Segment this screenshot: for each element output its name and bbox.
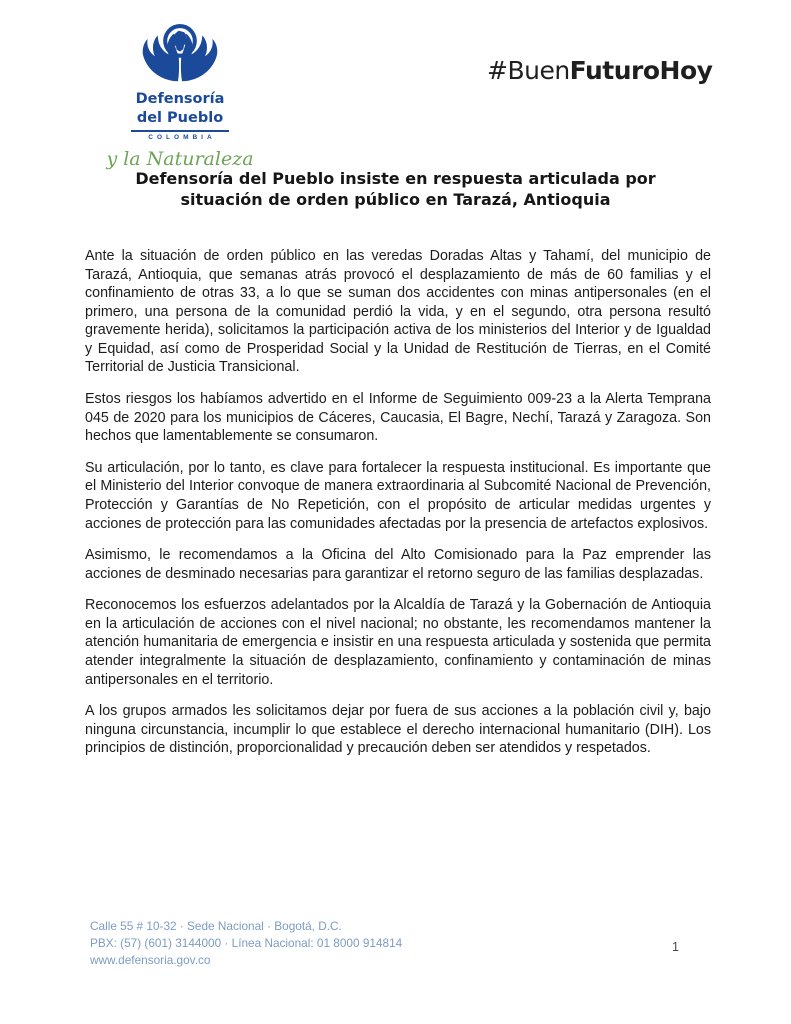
footer (90, 918, 402, 969)
page-number: 1 (672, 940, 679, 954)
footer-website-link[interactable]: www.defensoria.gov.co (90, 953, 211, 968)
body-paragraph: Asimismo, le recomendamos a la Oficina del Alto Comisionado para la Paz emprender las acciones de desminado necesarias para garantizar el retorno seguro de las familias desplazadas. (85, 547, 711, 582)
footer-address: Calle 55 # 10-32 · Sede Nacional · Bogotá, D.C. (90, 919, 342, 933)
campaign-hashtag (487, 56, 712, 85)
hashtag-prefix: #Buen (487, 56, 570, 85)
body-paragraph: A los grupos armados les solicitamos dejar por fuera de sus acciones a la población civil y, bajo ninguna circunstancia, incumplir lo que establece el derecho internacional humanitario (DIH). Los principios de distinción, proporcionalidad y precaución deben ser atendidos y respetados. (85, 703, 711, 757)
body-paragraph: Ante la situación de orden público en las veredas Doradas Altas y Tahamí, del municipio de Tarazá, Antioquia, que semanas atrás provocó el desplazamiento de más de 60 familias y el confinamiento de otras 33, a lo que se suman dos accidentes con minas antipersonales (en el primero, una persona de la comunidad perdió la vida, y en el segundo, otra persona resultó gravemente herida), solicitamos la participación activa de los ministerios del Interior y de Igualdad y Equidad, así como de Prosperidad Social y la Unidad de Restitución de Tierras, en el Comité Territorial de Justicia Transicional. (85, 248, 711, 376)
document-body (85, 247, 711, 771)
defensoria-emblem-icon (100, 22, 260, 89)
body-paragraph: Reconocemos los esfuerzos adelantados por la Alcaldía de Tarazá y la Gobernación de Antioquia en la articulación de acciones con el nivel nacional; no obstante, les recomendamos mantener la atención humanitaria de emergencia e insistir en una respuesta articulada y sostenida que permita atender integralmente la situación de desplazamiento, confinamiento y contaminación de minas antipersonales en el territorio. (85, 597, 711, 688)
logo-name-line2: del Pueblo (136, 109, 224, 126)
body-paragraph: Estos riesgos los habíamos advertido en el Informe de Seguimiento 009-23 a la Alerta Temprana 045 de 2020 para los municipios de Cáceres, Caucasia, El Bagre, Nechí, Tarazá y Zaragoza. Son hechos que lamentablemente se consumaron. (85, 391, 711, 445)
logo-tagline: y la Naturaleza (106, 147, 254, 170)
body-paragraph: Su articulación, por lo tanto, es clave para fortalecer la respuesta institucional. Es importante que el Ministerio del Interior convoque de manera extraordinaria al Subcomité Nacional de Prevención, Protección y Garantías de No Repetición, con el propósito de articular medidas urgentes y acciones de protección para las comunidades afectadas por la presencia de artefactos explosivos. (85, 459, 711, 532)
logo-underline-divider (131, 130, 229, 132)
logo-country-label: COLOMBIA (148, 133, 216, 141)
document-title: Defensoría del Pueblo insiste en respuesta articulada por situación de orden público en Tarazá, Antioquia (135, 169, 656, 210)
footer-phone: PBX: (57) (601) 3144000 · Línea Nacional: 01 8000 914814 (90, 936, 403, 951)
defensoria-logo (100, 22, 260, 170)
logo-name-line1: Defensoría (135, 91, 225, 107)
hashtag-bold-part: FuturoHoy (569, 56, 713, 85)
